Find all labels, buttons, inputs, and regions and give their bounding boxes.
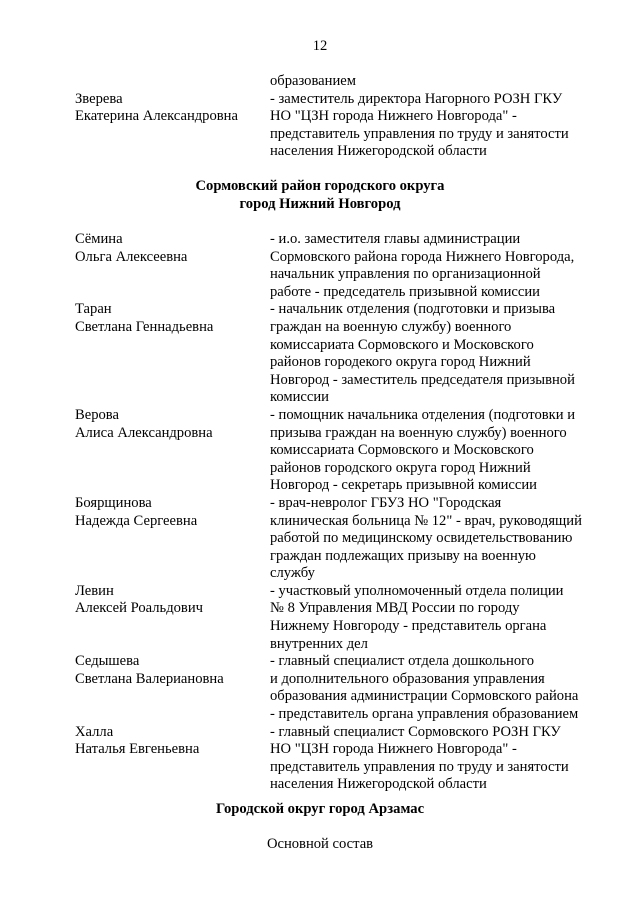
member-name [75, 231, 270, 301]
subheading-main-composition: Основной состав [266, 836, 374, 852]
member-description [270, 495, 599, 583]
member-description-line: комиссариата Сормовского и Московского [270, 336, 534, 353]
member-description [270, 724, 599, 794]
member-description: - заместитель директора Нагорного РОЗН ГКУ НО "ЦЗН города Нижнего Новгорода" - представитель управления по труду и занятости населения Нижегородской области [270, 90, 569, 160]
member-name [75, 495, 270, 583]
member-description-line: - представитель органа управления образованием [270, 706, 579, 723]
member-name [75, 653, 270, 723]
member-description-line: - врач-невролог ГБУЗ НО "Городская [270, 494, 502, 511]
member-given-names: Ольга Алексеевна [75, 248, 188, 265]
section-heading-sormovsky: Сормовский район городского округа город Нижний Новгород [195, 178, 445, 212]
member-description-line: работой по медицинскому освидетельствованию [270, 530, 573, 547]
member-name: Зверева Екатерина Александровна [75, 90, 238, 125]
member-description-line: Нижнему Новгороду - представитель органа [270, 618, 547, 635]
member-description [270, 231, 599, 301]
member-description-line: работе - председатель призывной комиссии [270, 283, 540, 300]
member-description-line: граждан на военную службу) военного [270, 318, 512, 335]
member-given-names: Наталья Евгеньевна [75, 741, 200, 758]
member-name [75, 724, 270, 794]
member-name [75, 407, 270, 495]
section-heading-arzamas: Городской округ город Арзамас [215, 801, 425, 817]
member-description-tail: образованием [270, 73, 356, 89]
member-description-line: № 8 Управления МВД России по городу [270, 600, 520, 617]
member-description-line: Новгород - секретарь призывной комиссии [270, 477, 537, 494]
member-description-line: Новгород - заместитель председателя призывной [270, 371, 575, 388]
member-description-line: образования администрации Сормовского района [270, 688, 579, 705]
member-description [270, 407, 599, 495]
member-given-names: Светлана Геннадьевна [75, 318, 214, 335]
member-description-line: внутренних дел [270, 635, 368, 652]
member-given-names: Алиса Александровна [75, 424, 213, 441]
continuation-block [75, 73, 603, 161]
member-description-line: начальник управления по организационной [270, 266, 541, 283]
member-entry-zvereva [75, 91, 603, 161]
member-entry [75, 583, 603, 653]
member-description-line: - помощник начальника отделения (подготовки и [270, 406, 576, 423]
member-given-names: Алексей Роальдович [75, 600, 203, 617]
member-description-line: клиническая больница № 12" - врач, руководящий [270, 512, 582, 529]
member-entry [75, 653, 603, 723]
member-description-line: комиссариата Сормовского и Московского [270, 442, 534, 459]
member-description [270, 653, 599, 723]
member-surname: Халла [75, 723, 114, 740]
member-given-names: Надежда Сергеевна [75, 512, 198, 529]
member-entry [75, 407, 603, 495]
member-description-line: представитель управления по труду и занятости [270, 758, 569, 775]
member-description-line: граждан подлежащих призыву на военную [270, 547, 536, 564]
member-surname: Левин [75, 582, 114, 599]
member-entry [75, 724, 603, 794]
member-description-line: призыва граждан на военную службу) военного [270, 424, 567, 441]
member-description-line: и дополнительного образования управления [270, 670, 545, 687]
members-list-sormovsky [75, 231, 603, 794]
member-description-line: - главный специалист отдела дошкольного [270, 653, 535, 670]
member-description-line: районов городекого округа город Нижний [270, 354, 531, 371]
continuation-tail-row [75, 73, 603, 91]
member-surname: Седышева [75, 653, 140, 670]
member-name [75, 301, 270, 407]
member-entry [75, 301, 603, 407]
member-description [270, 583, 599, 653]
member-surname: Сёмина [75, 231, 123, 247]
member-description-line: населения Нижегородской области [270, 776, 487, 793]
member-description-line: - начальник отделения (подготовки и призыва [270, 301, 556, 318]
member-description-line: НО "ЦЗН города Нижнего Новгорода" - [270, 741, 517, 758]
member-given-names: Светлана Валериановна [75, 670, 224, 687]
member-description-line: службу [270, 565, 315, 582]
member-surname: Боярщинова [75, 494, 152, 511]
member-entry [75, 231, 603, 301]
member-description-line: - главный специалист Сормовского РОЗН ГКУ [270, 723, 561, 740]
member-description [270, 301, 599, 407]
member-description-line: комиссии [270, 389, 329, 406]
member-description-line: районов городского округа город Нижний [270, 459, 531, 476]
member-surname: Таран [75, 301, 112, 318]
member-surname: Верова [75, 406, 119, 423]
member-description-line: - и.о. заместителя главы администрации [270, 231, 521, 247]
page-number: 12 [312, 38, 328, 54]
member-entry [75, 495, 603, 583]
member-description-line: Сормовского района города Нижнего Новгорода, [270, 248, 575, 265]
member-name [75, 583, 270, 653]
member-description-line: - участковый уполномоченный отдела полиции [270, 582, 564, 599]
